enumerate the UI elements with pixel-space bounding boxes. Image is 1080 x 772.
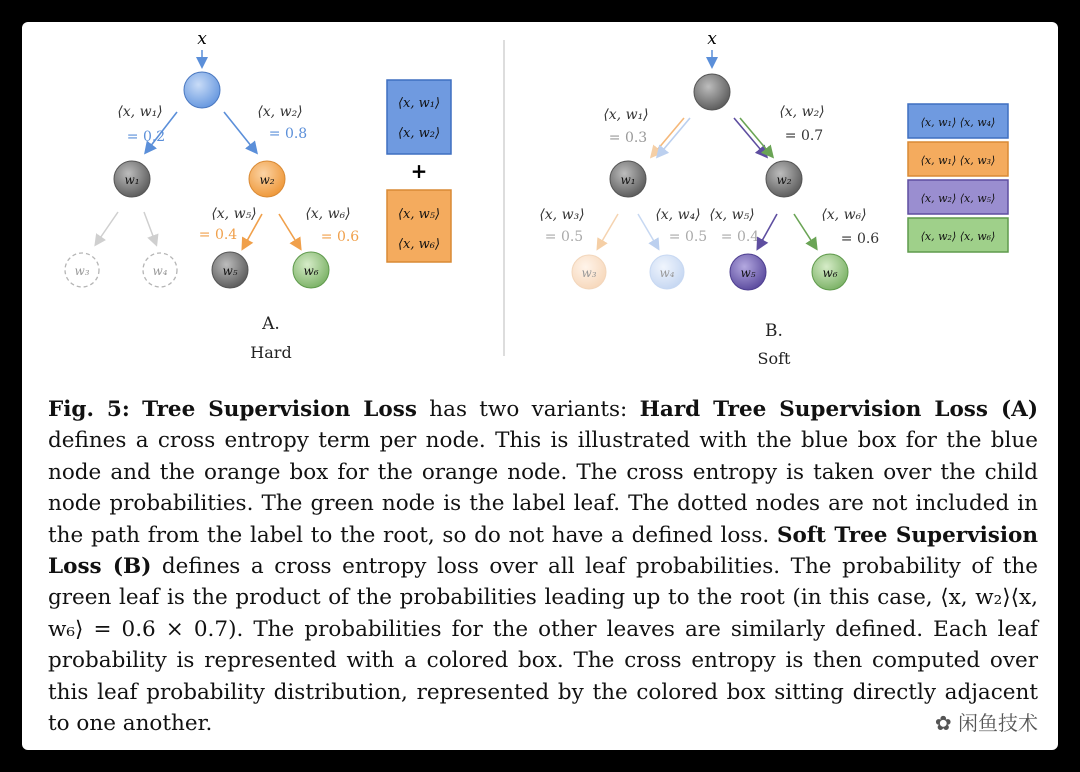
edge-w2-w5 [758,214,777,248]
edge-w5-value: = 0.4 [720,229,760,245]
edge-w2-w6 [794,214,816,248]
edge-root-w2-a [734,118,766,156]
node-w4-label: w₄ [152,264,168,278]
panel-b-name: Soft [757,349,791,368]
node-w6-label: w₆ [822,266,838,280]
edge-root-w2-b [740,118,772,156]
leaf-box-purple-label: ⟨x, w₂⟩ ⟨x, w₅⟩ [920,192,996,205]
leaf-box-green-label: ⟨x, w₂⟩ ⟨x, w₆⟩ [920,230,996,243]
edge-w1-value: = 0.3 [608,130,648,146]
root-node [184,72,220,108]
figure-card [22,22,1058,750]
caption-bold-1: Tree Supervision Loss [142,397,417,422]
edge-w6-value: = 0.6 [840,231,880,247]
edge-w4-value: = 0.5 [668,229,708,245]
edge-w1-label: ⟨x, w₁⟩ [603,107,649,123]
orange-box-line-1: ⟨x, w₅⟩ [397,207,441,222]
figure-diagram [22,22,1058,394]
watermark-text: 闲鱼技术 [958,711,1038,735]
edge-w2-value: = 0.8 [268,126,308,142]
panel-a-letter: A. [262,314,280,334]
caption-text-2: defines a cross entropy term per node. This is illustrated with the blue box for the blue node and the orange box for the orange node. The cross entropy is taken over the child node probabilities. The green node is the label leaf. The dotted nodes are not included in the path from the label to the root, so do not have a defined loss. [48,428,1038,548]
figure-caption [48,394,1038,739]
plus-sign: + [410,159,428,183]
blue-box-line-1: ⟨x, w₁⟩ [397,96,441,111]
node-w3-label: w₃ [581,266,597,280]
edge-root-w1-a [652,118,684,156]
node-w6-label: w₆ [303,264,319,278]
edge-w1-w3 [96,212,118,244]
caption-text-1: has two variants: [416,397,640,422]
edge-w5-value: = 0.4 [198,227,238,243]
leaf-box-blue-label: ⟨x, w₁⟩ ⟨x, w₄⟩ [920,116,996,129]
edge-w1-label: ⟨x, w₁⟩ [117,104,163,120]
edge-w1-w4 [144,212,156,244]
edge-root-w2 [224,112,256,152]
panel-a [65,29,451,362]
node-w5-label: w₅ [222,264,238,278]
edge-w2-w6 [279,214,300,248]
input-label: x [197,29,207,49]
node-w3-label: w₃ [74,264,90,278]
edge-w3-label: ⟨x, w₃⟩ [539,207,585,223]
caption-text-3: defines a cross entropy loss over all leaf probabilities. The probability of the green leaf is the product of the probabilities leading up to the root (in this case, ⟨x, w₂⟩⟨x, w₆⟩ = 0.6 × 0.7). The probabilities for the other leaves are similarly defined. Each leaf probability is represented with a colored box. The cross entropy is then computed over this leaf probability distribution, represented by the colored box sitting directly adjacent to one another. [48,554,1038,737]
root-node [694,74,730,110]
caption-bold-2: Hard Tree Supervision Loss (A) [639,397,1038,422]
edge-w2-label: ⟨x, w₂⟩ [779,104,825,120]
edge-w4-label: ⟨x, w₄⟩ [655,207,701,223]
node-w1-label: w₁ [620,173,636,187]
leaf-box-orange-label: ⟨x, w₁⟩ ⟨x, w₃⟩ [920,154,996,167]
edge-w5-label: ⟨x, w₅⟩ [211,206,257,222]
node-w1-label: w₁ [124,173,140,187]
orange-box-line-2: ⟨x, w₆⟩ [397,237,441,252]
edge-w6-value: = 0.6 [320,229,360,245]
node-w5-label: w₅ [740,266,756,280]
panel-b [539,29,1008,368]
edge-w2-label: ⟨x, w₂⟩ [257,104,303,120]
node-w4-label: w₄ [659,266,675,280]
blue-box-line-2: ⟨x, w₂⟩ [397,126,441,141]
panel-a-name: Hard [250,343,292,362]
edge-root-w1-b [658,118,690,156]
node-w2-label: w₂ [259,173,275,187]
edge-w3-value: = 0.5 [544,229,584,245]
watermark-icon: ✿ [934,711,958,735]
watermark [935,707,1038,736]
input-label: x [707,29,717,49]
edge-w5-label: ⟨x, w₅⟩ [709,207,755,223]
node-w2-label: w₂ [776,173,792,187]
edge-w6-label: ⟨x, w₆⟩ [305,206,351,222]
edge-w1-value: = 0.2 [126,129,166,145]
edge-w6-label: ⟨x, w₆⟩ [821,207,867,223]
edge-w1-w3 [598,214,618,248]
panel-b-letter: B. [765,321,783,341]
caption-fig-label: Fig. 5: [48,397,130,422]
edge-w2-value: = 0.7 [784,128,824,144]
caption-bold-3: Soft Tree Supervision Loss (B) [48,522,1038,580]
blue-loss-box [387,80,451,154]
